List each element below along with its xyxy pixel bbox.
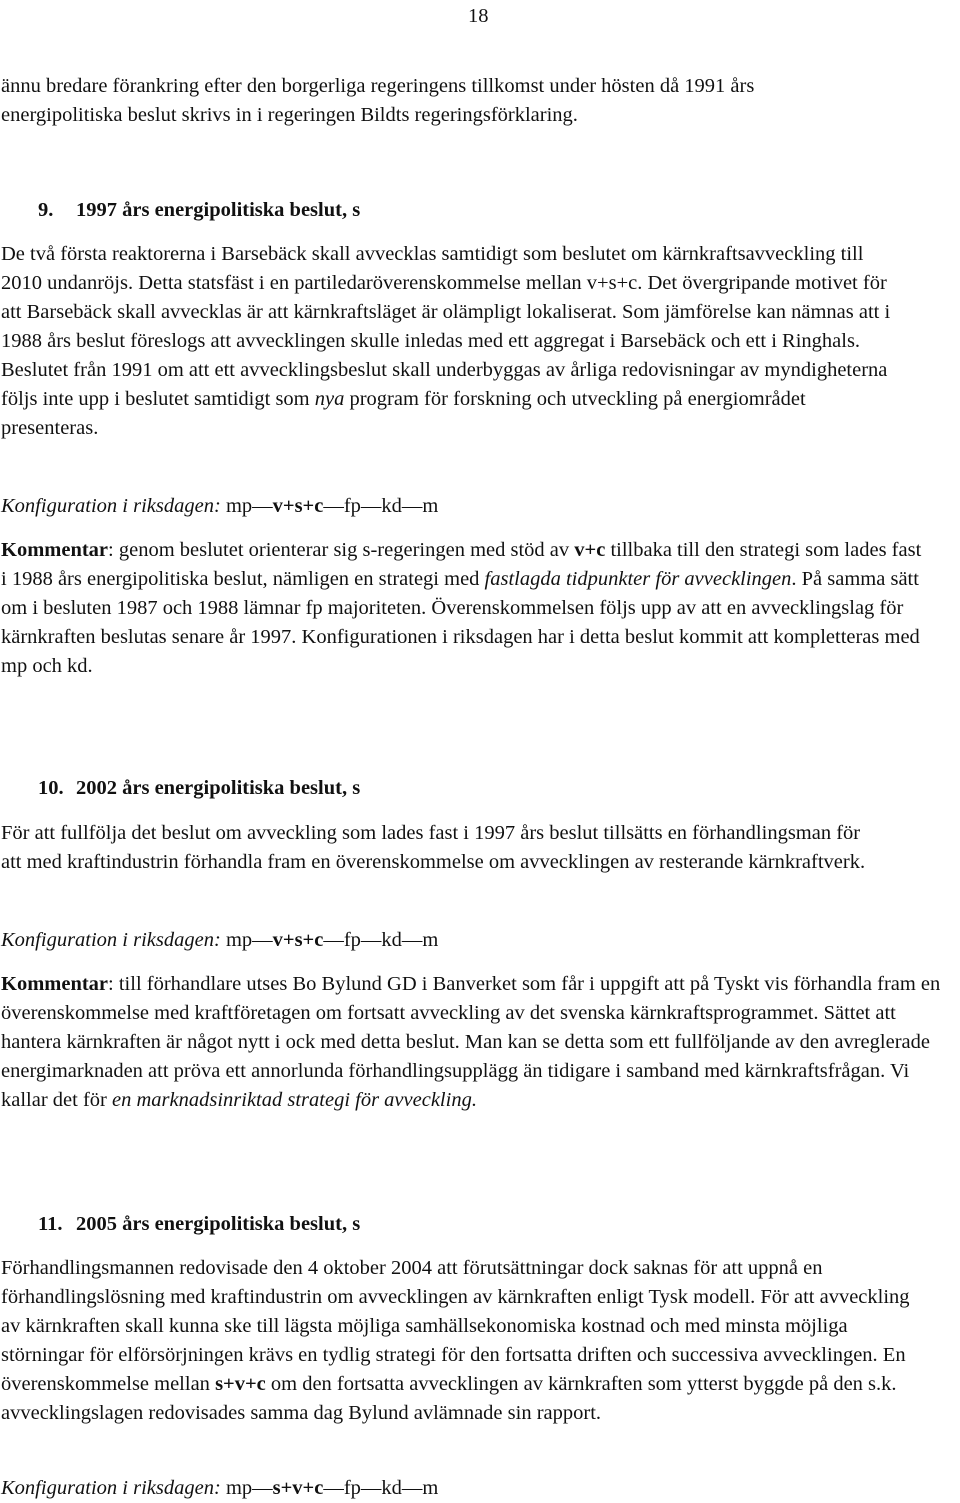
section-11-heading (38, 1210, 960, 1239)
section-9-paragraph: De två första reaktorerna i Barsebäck skall avvecklas samtidigt som beslutet om kärnkraftsavveckling till 2010 undanröjs. Detta statsfäst i en partiledaröverenskommelse mellan v+s+c. Det övergripande motivet för att Barsebäck skall avvecklas är att kärnkraftsläget är olämpligt lokaliserat. Som jämförelse kan nämnas att i 1988 års beslut föreslogs att avvecklingen skulle inledas med ett aggregat i Barsebäck och ett i Ringhals. Beslutet från 1991 om att ett avvecklingsbeslut skall underbyggas av årliga redovisningar av myndigheterna följs inte upp i beslutet samtidigt som nya program för forskning och utveckling på energiområdet presenteras. (1, 243, 891, 439)
section-10-paragraph: För att fullfölja det beslut om avveckling som lades fast i 1997 års beslut tillsätts en förhandlingsman för att med kraftindustrin förhandla fram en överenskommelse om avvecklingen av resterande kärnkraftverk. (1, 822, 866, 873)
section-10-title: 2002 års energipolitiska beslut, s (76, 777, 361, 799)
comment-label: Kommentar (1, 973, 109, 995)
intro-line-2: energipolitiska beslut skrivs in i regeringen Bildts regeringsförklaring. (1, 104, 578, 126)
intro-line-1: ännu bredare förankring efter den borgerliga regeringens tillkomst under hösten då 1991 års (1, 75, 755, 97)
intro-paragraph (1, 72, 941, 130)
section-9-config: Konfiguration i riksdagen: mp—v+s+c—fp—kd—m (1, 495, 439, 517)
section-11-paragraph: Förhandlingsmannen redovisade den 4 oktober 2004 att förutsättningar dock saknas för att uppnå en förhandlingslösning med kraftindustrin om avvecklingen av kärnkraften enligt Tysk modell. För att avveckling av kärnkraften skall kunna ske till lägsta möjliga samhällsekonomiska kostnad och med minsta möjliga störningar för elförsörjningen krävs en tydlig strategi för den fortsatta driften och successiva avvecklingen. En överenskommelse mellan s+v+c om den fortsatta avvecklingen av kärnkraften som ytterst byggde på den s.k. avvecklingslagen redovisades samma dag Bylund avlämnade sin rapport. (1, 1257, 910, 1424)
section-10-comment: Kommentar: till förhandlare utses Bo Bylund GD i Banverket som får i uppgift att på Tyskt vis förhandla fram en överenskommelse med kraftföretagen om fortsatt avveckling av det svenska kärnkraftsprogrammet. Sättet att hantera kärnkraften är något nytt i ock med detta beslut. Man kan se detta som ett fullföljande av den avreglerade energimarknaden att pröva ett annorlunda förhandlingsupplägg än tidigare i samband med kärnkraftsfrågan. Vi kallar det för en marknadsinriktad strategi för avveckling. (1, 973, 941, 1111)
section-10-number: 10. (38, 777, 64, 799)
section-9-heading (38, 196, 960, 225)
comment-label: Kommentar (1, 539, 109, 561)
section-11-config: Konfiguration i riksdagen: mp—s+v+c—fp—kd—m (1, 1477, 439, 1499)
section-11-title: 2005 års energipolitiska beslut, s (76, 1213, 361, 1235)
config-label: Konfiguration i riksdagen: (1, 929, 221, 951)
section-9-title: 1997 års energipolitiska beslut, s (76, 199, 361, 221)
section-9-number: 9. (38, 199, 54, 221)
config-label: Konfiguration i riksdagen: (1, 1477, 221, 1499)
section-9-comment: Kommentar: genom beslutet orienterar sig s-regeringen med stöd av v+c tillbaka till den strategi som lades fast i 1988 års energipolitiska beslut, nämligen en strategi med fastlagda tidpunkter för avvecklingen. På samma sätt om i besluten 1987 och 1988 lämnar fp majoriteten. Överenskommelsen följs upp av att en avvecklingslag för kärnkraften beslutas senare år 1997. Konfigurationen i riksdagen har i detta beslut kommit att kompletteras med mp och kd. (1, 539, 922, 677)
section-10-config: Konfiguration i riksdagen: mp—v+s+c—fp—kd—m (1, 929, 439, 951)
page-number: 18 (468, 5, 489, 27)
section-11-number: 11. (38, 1213, 63, 1235)
config-label: Konfiguration i riksdagen: (1, 495, 221, 517)
section-10-heading (38, 774, 960, 803)
